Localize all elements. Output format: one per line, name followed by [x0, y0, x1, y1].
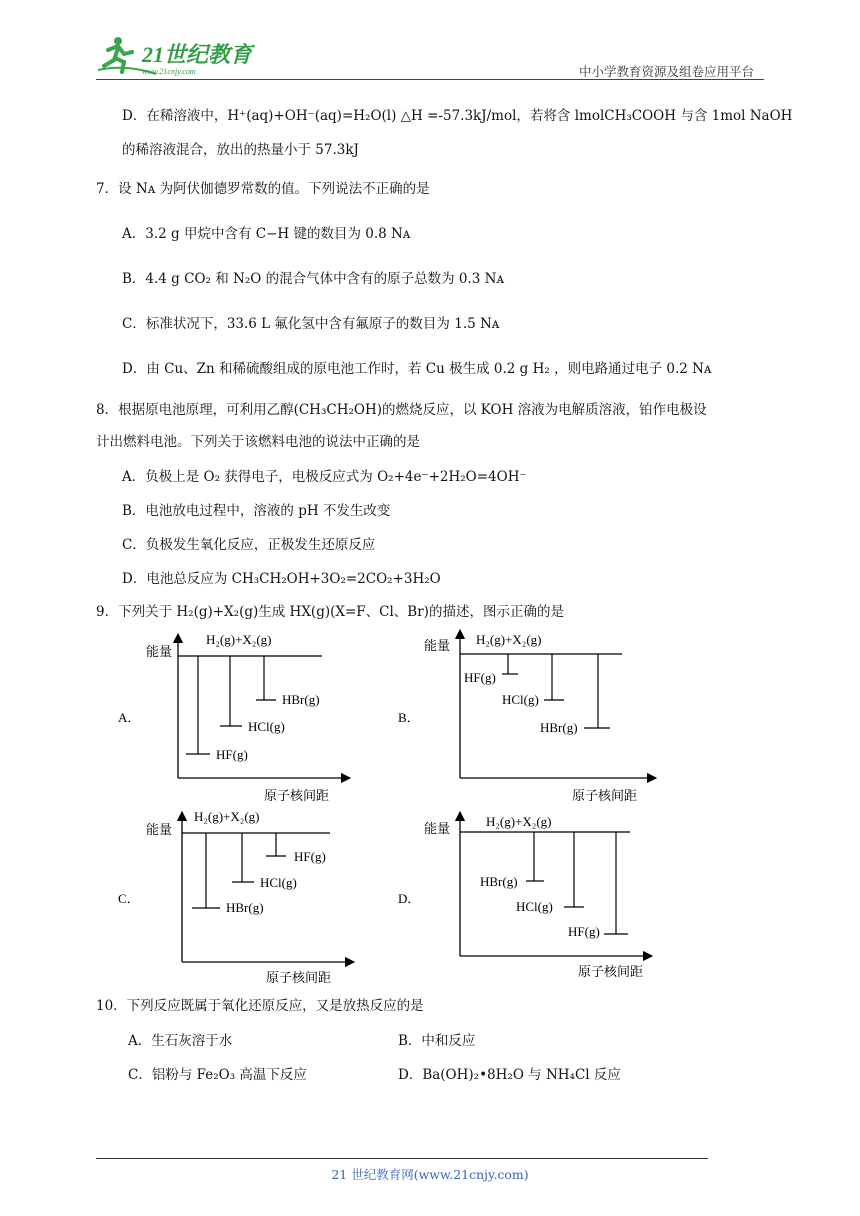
diagram-c-level-2: HCl(g) — [260, 875, 297, 890]
diagram-b-distance-label: 原子核间距 — [572, 789, 638, 804]
diagram-a-energy-label: 能量 — [146, 645, 173, 660]
q10-option-b: B．中和反应 — [398, 1033, 476, 1049]
question-8-stem-line2: 计出燃料电池。下列关于该燃料电池的说法中正确的是 — [96, 434, 420, 450]
diagram-d-level-1: HBr(g) — [480, 874, 518, 889]
question-7-stem: 7．设 Nᴀ 为阿伏伽德罗常数的值。下列说法不正确的是 — [96, 181, 430, 197]
question-9-stem: 9．下列关于 H₂(g)+X₂(g)生成 HX(g)(X=F、Cl、Br)的描述，图示正确的是 — [96, 604, 564, 620]
runner-logo-icon — [96, 34, 256, 78]
q10-option-c: C．铝粉与 Fe₂O₃ 高温下反应 — [128, 1067, 307, 1083]
footer-site-link[interactable]: 21 世纪教育网(www.21cnjy.com) — [331, 1167, 529, 1182]
diagram-c-distance-label: 原子核间距 — [266, 971, 332, 986]
diagram-a-reactant-label: H₂(g)+X₂(g) — [206, 632, 272, 647]
q7-option-a: A．3.2 g 甲烷中含有 C−H 键的数目为 0.8 Nᴀ — [122, 226, 411, 242]
question-8-stem-line1: 8．根据原电池原理，可利用乙醇(CH₃CH₂OH)的燃烧反应，以 KOH 溶液为电解质溶液，铂作电极设 — [96, 402, 707, 418]
diagram-d-letter: D． — [398, 891, 421, 906]
header-divider — [96, 79, 764, 80]
question-10-stem: 10．下列反应既属于氧化还原反应，又是放热反应的是 — [96, 998, 424, 1014]
diagram-a — [118, 632, 346, 804]
diagram-b — [398, 632, 652, 804]
diagram-b-level-1: HF(g) — [464, 670, 496, 685]
diagram-d-level-3: HF(g) — [568, 924, 600, 939]
diagram-c — [118, 809, 350, 986]
q9-energy-diagrams — [0, 620, 860, 990]
q7-option-b: B．4.4 g CO₂ 和 N₂O 的混合气体中含有的原子总数为 0.3 Nᴀ — [122, 271, 505, 287]
diagram-a-level-2: HCl(g) — [248, 719, 285, 734]
diagram-a-letter: A． — [118, 710, 141, 725]
diagram-b-reactant-label: H₂(g)+X₂(g) — [476, 632, 542, 647]
logo-text: 21世纪教育 — [142, 42, 253, 67]
header-platform-text: 中小学教育资源及组卷应用平台 — [578, 64, 754, 79]
q6-option-d-line2: 的稀溶液混合，放出的热量小于 57.3kJ — [122, 142, 359, 158]
diagram-b-level-2: HCl(g) — [502, 692, 539, 707]
diagram-a-level-1: HBr(g) — [282, 692, 320, 707]
diagram-c-energy-label: 能量 — [146, 823, 173, 838]
q8-option-c: C．负极发生氧化反应，正极发生还原反应 — [122, 537, 376, 553]
q10-option-a: A．生石灰溶于水 — [128, 1033, 233, 1049]
diagram-d-level-2: HCl(g) — [516, 899, 553, 914]
diagram-c-reactant-label: H₂(g)+X₂(g) — [194, 809, 260, 824]
q7-option-d: D．由 Cu、Zn 和稀硫酸组成的原电池工作时，若 Cu 极生成 0.2 g H₂ ，则电路通过电子 0.2 Nᴀ — [122, 361, 712, 377]
q8-option-b: B．电池放电过程中，溶液的 pH 不发生改变 — [122, 503, 391, 519]
q8-option-d: D．电池总反应为 CH₃CH₂OH+3O₂=2CO₂+3H₂O — [122, 571, 441, 587]
q6-option-d-line1: D．在稀溶液中，H⁺(aq)+OH⁻(aq)=H₂O(l) △H =-57.3kJ/mol，若将含 lmolCH₃COOH 与含 1mol NaOH — [122, 108, 793, 124]
diagram-d — [398, 814, 648, 980]
logo-url-text: www.21cnjy.com — [142, 67, 196, 76]
diagram-b-energy-label: 能量 — [424, 639, 451, 654]
diagram-a-level-3: HF(g) — [216, 747, 248, 762]
q10-option-d: D．Ba(OH)₂•8H₂O 与 NH₄Cl 反应 — [398, 1067, 621, 1083]
q7-option-c: C．标准状况下，33.6 L 氟化氢中含有氟原子的数目为 1.5 Nᴀ — [122, 316, 500, 332]
diagram-b-level-3: HBr(g) — [540, 720, 578, 735]
diagram-c-letter: C． — [118, 891, 140, 906]
q8-option-a: A．负极上是 O₂ 获得电子，电极反应式为 O₂+4e⁻+2H₂O=4OH⁻ — [122, 469, 527, 485]
diagram-a-distance-label: 原子核间距 — [264, 789, 330, 804]
diagram-d-energy-label: 能量 — [424, 822, 451, 837]
diagram-c-level-1: HF(g) — [294, 849, 326, 864]
footer-divider — [96, 1158, 708, 1159]
diagram-d-distance-label: 原子核间距 — [578, 965, 644, 980]
site-logo — [96, 34, 256, 78]
diagram-c-level-3: HBr(g) — [226, 900, 264, 915]
diagram-b-letter: B． — [398, 710, 420, 725]
diagram-d-reactant-label: H₂(g)+X₂(g) — [486, 814, 552, 829]
